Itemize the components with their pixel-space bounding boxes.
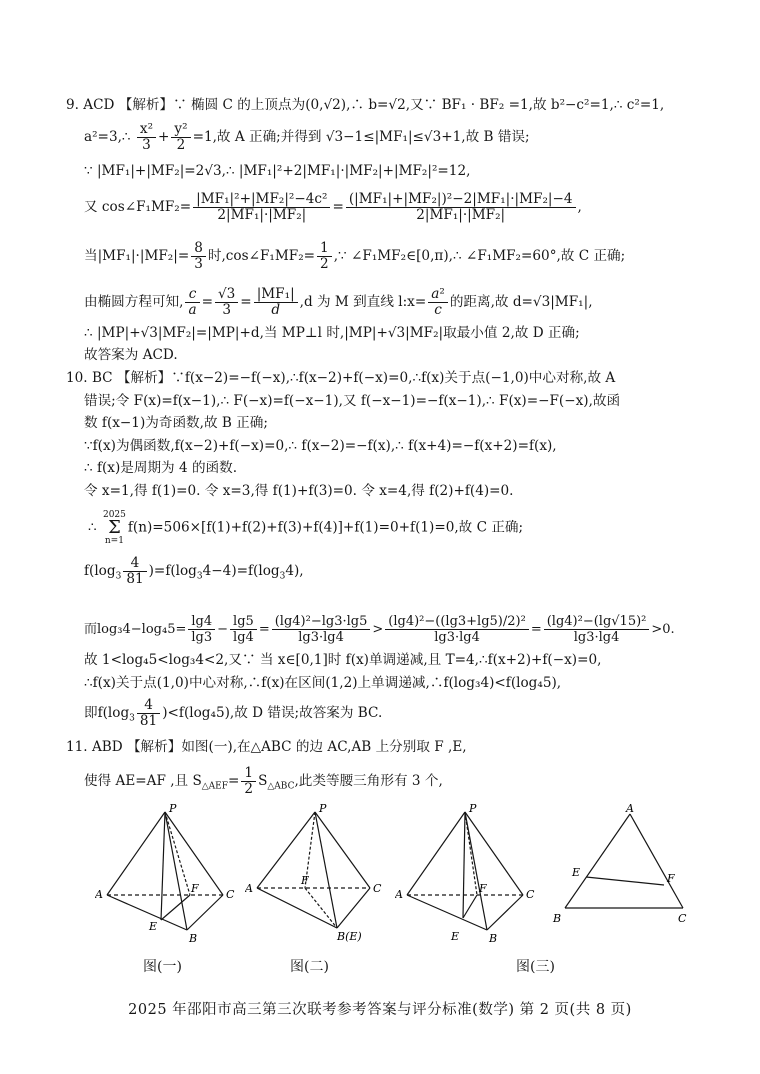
q10-line-8: $f(\log_3$ $\frac{4}{81}$ )$=f(\log_34-4)=f(\log_34)$,	[84, 555, 304, 587]
q10-sum-symbol: 2025 Σ n=1	[102, 510, 126, 546]
q9-cos-frac-2: $\frac{\text{(|MF₁|+|MF₂|)²−2|MF₁|·|MF₂|−4}}{\text{2|MF₁|·|MF₂|}}$	[346, 192, 576, 223]
svg-text:C: C	[526, 888, 535, 901]
q10-line-11: ∴f(x)关于点(1,0)中心对称,∴f(x)在区间(1,2)上单调递减,∴f(log₃4)<f(log₄5),	[84, 675, 562, 691]
svg-text:F: F	[191, 882, 199, 895]
svg-text:B: B	[489, 932, 498, 945]
svg-text:C: C	[373, 882, 382, 895]
q10-l9-a: 而log₃4−log₄5=	[84, 622, 187, 637]
svg-text:P: P	[469, 802, 477, 815]
q10-line-1: 10. BC 【解析】∵f(x−2)=−f(−x),∴f(x−2)+f(−x)=0,∴f(x)关于点(−1,0)中心对称,故 A	[66, 370, 616, 386]
q9-l4-a: 又 cos∠F₁MF₂=	[84, 199, 192, 215]
svg-text:A: A	[626, 802, 634, 815]
q9-frac-y2-2: $\frac{\text{y²}}{2}$	[171, 122, 190, 153]
svg-text:A: A	[245, 882, 253, 895]
svg-text:F: F	[667, 872, 675, 885]
q10-frac-lg4-lg3: $\frac{\lg 4}{\lg 3}$	[188, 614, 215, 645]
q9-l2-b: =1,故 A 正确;并得到 √3−1≤|MF₁|≤√3+1,故 B 错误;	[192, 129, 530, 145]
q10-line-9: 而log₃4−log₄5= $\frac{\lg 4}{\lg 3}$ − $\frac{\lg 5}{\lg 4}$ = $\frac{\text{(lg4)²−lg3·lg5}}{\lg 3\cdot\lg 4}$ > $\frac{\text{(lg4)²−((lg3+lg5)/2)²}}{\lg 3\cdot\lg 4}$ = $\frac{\text{(lg4)²−(lg√15)²}}{\lg 3\cdot\lg 4}$ >0.	[84, 614, 675, 645]
q9-l6-c: 的距离,故 d=√3|MF₁|,	[449, 294, 593, 310]
q11-l2-a: 使得 AE=AF ,且 S	[84, 773, 202, 789]
svg-text:E: E	[572, 866, 581, 879]
q11-l2-c: ,此类等腰三角形有 3 个,	[294, 773, 443, 789]
svg-text:P: P	[169, 802, 177, 815]
q10-l7-b: f(n)=506×[f(1)+f(2)+f(3)+f(4)]+f(1)=0+f(1)=0,故 C 正确;	[127, 519, 524, 536]
svg-text:A: A	[95, 888, 103, 901]
q9-frac-sqrt3-3: $\frac{√3}{3}$	[215, 287, 238, 318]
svg-text:A: A	[395, 888, 403, 901]
q10-line-3: 数 f(x−1)为奇函数,故 B 正确;	[84, 415, 268, 431]
figure-2-caption: 图(二)	[290, 959, 329, 975]
q9-l6-b: ,d 为 M 到直线 l:x=	[299, 294, 427, 310]
q9-line-5	[84, 241, 625, 272]
figure-1-tetrahedron	[95, 800, 235, 945]
q9-l5-c: ,∵ ∠F₁MF₂∈[0,π),∴ ∠F₁MF₂=60°,故 C 正确;	[333, 248, 626, 264]
svg-text:B: B	[189, 932, 198, 945]
q9-l5-b: 时,cos∠F₁MF₂=	[207, 248, 316, 264]
q9-line-3: ∵ |MF₁|+|MF₂|=2√3,∴ |MF₁|²+2|MF₁|·|MF₂|+|MF₂|²=12,	[84, 163, 471, 179]
q9-line-4: 又 cos∠F₁MF₂= $\frac{\text{|MF₁|²+|MF₂|²−4c²}}{\text{2|MF₁|·|MF₂|}}$ = $\frac{\text{(|MF₁|+|MF₂|)²−2|MF₁|·|MF₂|−4}}{\text{2|MF₁|·|MF₂|}}$ ,	[84, 191, 582, 223]
q9-frac-1-2: $\frac{1}{2}$	[317, 241, 332, 272]
svg-text:F: F	[479, 882, 487, 895]
q9-cos-frac-1: $\frac{\text{|MF₁|²+|MF₂|²−4c²}}{\text{2|MF₁|·|MF₂|}}$	[193, 192, 330, 223]
q9-l2-a: a²=3,∴	[84, 129, 131, 145]
q10-l12-a: 即	[84, 705, 98, 721]
q11-l2-b: S	[258, 773, 268, 789]
svg-text:E: E	[451, 930, 460, 943]
svg-text:E: E	[149, 920, 158, 933]
figure-1-caption: 图(一)	[143, 959, 182, 975]
q10-line-6: 令 x=1,得 f(1)=0. 令 x=3,得 f(1)+f(3)=0. 令 x=4,得 f(2)+f(4)=0.	[84, 483, 514, 499]
q10-frac-step-2: $\frac{\text{(lg4)²−((lg3+lg5)/2)²}}{\lg 3\cdot\lg 4}$	[385, 614, 529, 645]
q9-frac-8-3: $\frac{8}{3}$	[191, 241, 206, 272]
q10-line-5: ∴ f(x)是周期为 4 的函数.	[84, 460, 238, 476]
figure-2-tetrahedron	[245, 800, 390, 945]
q10-frac-lg5-lg4: $\frac{\lg 5}{\lg 4}$	[230, 614, 257, 645]
q9-line-1: 9. ACD 【解析】∵ 椭圆 C 的上顶点为(0,√2),∴ b=√2,又∵ BF₁ · BF₂ =1,故 b²−c²=1,∴ c²=1,	[66, 97, 665, 113]
q10-frac-step-3: $\frac{\text{(lg4)²−(lg√15)²}}{\lg 3\cdot\lg 4}$	[544, 614, 650, 645]
q10-l12-b: <f(log₄5),故 D 错误;故答案为 BC.	[167, 705, 383, 721]
q10-line-4: ∵f(x)为偶函数,f(x−2)+f(−x)=0,∴ f(x−2)=−f(x),∴ f(x+4)=−f(x+2)=f(x),	[84, 438, 557, 454]
q9-l6-a: 由椭圆方程可知,	[84, 294, 184, 310]
figure-4-triangle	[545, 800, 695, 930]
q9-line-6: 由椭圆方程可知, $\frac{c}{a}$ = $\frac{√3}{3}$ = $\frac{\text{|MF₁|}}{d}$ ,d 为 M 到直线 l:x= $\frac{\text{a²}}{c}$ 的距离,故 d=√3|MF₁|,	[84, 286, 593, 318]
q9-line-2: a²=3,∴ $\frac{\text{x²}}{3}$ + $\frac{\text{y²}}{2}$ =1,故 A 正确;并得到 √3−1≤|MF₁|≤√3+1,故 B 错误;	[84, 121, 530, 153]
svg-text:P: P	[319, 802, 327, 815]
q9-line-8: 故答案为 ACD.	[84, 347, 178, 363]
q10-frac-4-81: $\frac{4}{81}$	[123, 556, 146, 587]
q9-line-7: ∴ |MP|+√3|MF₂|=|MP|+d,当 MP⊥l 时,|MP|+√3|MF₂|取最小值 2,故 D 正确;	[84, 325, 580, 341]
q10-l7-a: ∴	[88, 519, 97, 536]
figure-3-caption: 图(三)	[516, 959, 555, 975]
page-footer: 2025 年邵阳市高三第三次联考参考答案与评分标准(数学) 第 2 页(共 8 页)	[128, 1002, 632, 1018]
svg-text:F: F	[301, 874, 309, 887]
svg-text:C: C	[226, 888, 235, 901]
figure-3-tetrahedron	[395, 800, 535, 945]
q9-l5-a: 当|MF₁|·|MF₂|=	[84, 248, 190, 264]
q10-l9-c: >0.	[651, 622, 675, 637]
svg-text:B: B	[553, 912, 562, 925]
q10-l9-b: =	[530, 622, 542, 637]
q9-frac-c-a: $\frac{c}{a}$	[185, 287, 199, 318]
svg-text:B(E): B(E)	[337, 930, 362, 943]
q10-line-12: 即$f(\log_3$ $\frac{4}{81}$ )<f(log₄5),故 D 错误;故答案为 BC.	[84, 697, 383, 729]
q11-line-1: 11. ABD 【解析】如图(一),在△ABC 的边 AC,AB 上分别取 F ,E,	[66, 739, 467, 755]
q9-frac-a2-c: $\frac{\text{a²}}{c}$	[428, 287, 448, 318]
q10-line-7	[88, 510, 523, 546]
q10-line-10: 故 1<log₄5<log₃4<2,又∵ 当 x∈[0,1]时 f(x)单调递减,且 T=4,∴f(x+2)+f(−x)=0,	[84, 652, 602, 668]
q10-frac-step-1: $\frac{\text{(lg4)²−lg3·lg5}}{\lg 3\cdot\lg 4}$	[272, 614, 371, 645]
q10-line-2: 错误;令 F(x)=f(x−1),∴ F(−x)=f(−x−1),又 f(−x−1)=−f(x−1),∴ F(x)=−F(−x),故函	[84, 393, 621, 409]
svg-text:C: C	[678, 912, 687, 925]
q9-frac-mf1-d: $\frac{\text{|MF₁|}}{d}$	[254, 287, 298, 318]
q11-frac-1-2: $\frac{1}{2}$	[241, 766, 256, 797]
q9-frac-x2-3: $\frac{\text{x²}}{3}$	[137, 122, 156, 153]
q10-frac-4-81-b: $\frac{4}{81}$	[137, 698, 160, 729]
q11-line-2: 使得 AE=AF ,且 $S_{\triangle AEF}=$ $\frac{1}{2}$ $S_{\triangle ABC}$,此类等腰三角形有 3 个,	[84, 765, 443, 797]
